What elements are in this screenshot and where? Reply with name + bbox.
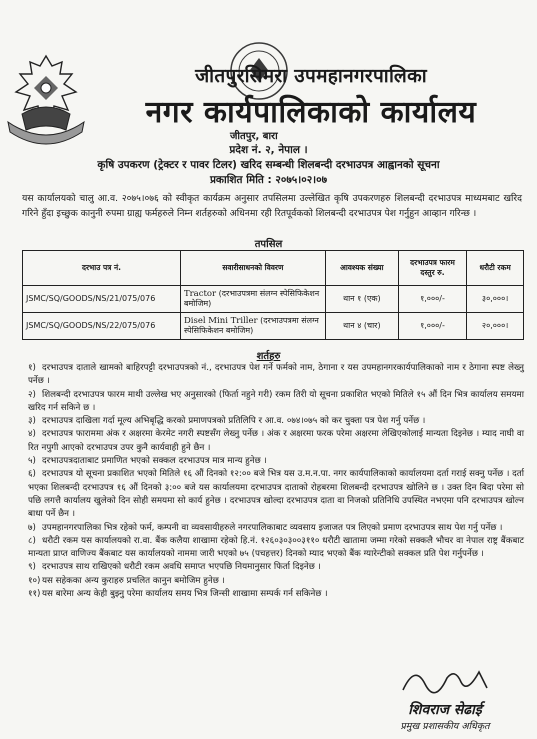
table-title: तपसिल <box>254 239 283 250</box>
deposit-amount: ३०,०००। <box>467 286 524 313</box>
term-text: धरौटी रकम यस कार्यालयको रा.वा. बैंक कलैया शाखामा रहेको हि.नं. १२६०३०३००३११० धरौटी खातामा जम्मा गरेको सक्कलै भौचर वा नेपाल राष्ट्र बैंकबाट मान्यता प्राप्त वाणिज्य बैंकबाट यस कार्यालयको नाममा जारी भएको ७५ (पचहत्तर) दिनको म्याद भएको बैंक ग्यारेन्टीको सक्कल प्रति पेश गर्नुपर्नेछ । <box>28 535 524 560</box>
term-number: १०) <box>28 575 41 586</box>
term-number: ११) <box>28 589 41 600</box>
term-number: १) <box>28 363 36 373</box>
item-spec: (दरभाउपत्रमा संलग्न स्पेसिफिकेशन बमोजिम) <box>183 316 319 335</box>
column-header: धरौटी रकम <box>467 251 524 286</box>
office-name: नगर कार्यपालिकाको कार्यालय <box>145 95 477 130</box>
item-spec: (दरभाउपत्रमा संलग्न स्पेसिफिकेशन बमोजिम) <box>183 289 320 308</box>
list-item <box>28 561 524 574</box>
intro-paragraph: यस कार्यालयको चालु आ.व. २०७५।०७६ को स्वीकृत कार्यक्रम अनुसार तपसिलमा उल्लेखित कृषि उपकरणहरु शिलबन्दी दरभाउपत्र माध्यमबाट खरिद गरिने हुँदा इच्छुक कानुनी रुपमा ग्राह्य फर्महरुले निम्न शर्तहरुको अधिनमा रही रितपूर्वकको शिलबन्दी दरभाउपत्र पेश गर्नुहुन आव्हान गरिन्छ । <box>22 193 522 219</box>
item-description <box>180 313 325 340</box>
item-quantity: थान ४ (चार) <box>325 313 398 340</box>
signature-icon <box>395 660 495 700</box>
terms-list <box>28 362 524 601</box>
column-header: सवारीसाधनको विवरण <box>180 251 325 286</box>
term-text: दरभाउपत्र साथ राखिएको धरौटी रकम अवधि समाप्त भएपछि नियमानुसार फिर्ता दिइनेछ । <box>42 562 321 573</box>
list-item <box>28 468 524 521</box>
deposit-amount: २०,०००। <box>467 313 524 340</box>
form-fee: १,०००/- <box>398 286 466 313</box>
term-text: दरभाउपत्र यो सूचना प्रकाशित भएको मितिले १६ औं दिनको १२:०० बजे भित्र यस उ.म.न.पा. नगर कार्यपालिकाको कार्यालयमा दर्ता गराई सक्नु पर्नेछ । दर्ता भएका शिलबन्दी दरभाउपत्र १६ औं दिनको ३:०० बजे यस कार्यालयमा दरभाउपत्र दाताको रोहबरमा शिलबन्दी दरभाउपत्र खोलिने छ । उक्त दिन बिदा परेमा सो पछि लगत्तै कार्यालय खुलेको दिन सोही समयमा सो कार्य हुनेछ । दरभाउपत्र खोल्दा दरभाउपत्र दाता वा निजको प्रतिनिधि उपस्थित नभएमा पनि दरभाउपत्र खोल्न बाधा पर्ने छैन । <box>28 469 524 520</box>
list-item <box>28 522 524 535</box>
term-number: ५) <box>28 456 36 467</box>
list-item <box>28 415 524 428</box>
term-number: ७) <box>28 522 36 533</box>
nepal-emblem-icon <box>2 52 90 150</box>
list-item <box>28 362 524 389</box>
form-fee: १,०००/- <box>398 313 466 340</box>
term-number: ९) <box>28 562 36 573</box>
list-item <box>28 575 524 588</box>
term-number: ८) <box>28 535 36 546</box>
item-name: Disel Mini Triller <box>183 316 258 326</box>
term-number: ३) <box>28 416 36 427</box>
municipality-name: जीतपुरसिमरा उपमहानगरपालिका <box>195 65 427 87</box>
list-item <box>28 588 524 601</box>
item-name: Tractor <box>183 289 217 299</box>
term-number: ४) <box>28 429 36 440</box>
term-text: यस सहेकका अन्य कुराहरु प्रचलित कानुन बमोजिम हुनेछ । <box>42 575 225 586</box>
publish-date: प्रकाशित मिति : २०७५।०२।०७ <box>209 174 328 186</box>
signature-block <box>370 660 520 732</box>
tender-id: JSMC/SQ/GOODS/NS/22/075/076 <box>23 313 181 340</box>
list-item <box>28 389 524 416</box>
list-item <box>28 455 524 468</box>
term-text: उपमहानगरपालिका भित्र रहेको फर्म, कम्पनी वा व्यवसायीहरुले नगरपालिकाबाट व्यवसाय इजाजत पत्र लिएको प्रमाण दरभाउपत्र साथ पेश गर्नु पर्नेछ । <box>42 522 503 533</box>
term-number: २) <box>28 389 36 400</box>
list-item <box>28 535 524 562</box>
item-description <box>180 286 325 313</box>
province: प्रदेश नं. २, नेपाल । <box>229 144 308 156</box>
column-header: आवश्यक संख्या <box>325 251 398 286</box>
table-row <box>23 286 524 313</box>
column-header: दरभाउ पत्र नं. <box>23 251 181 286</box>
column-header: दरभाउपत्र फारम दस्तुर रु. <box>398 251 466 286</box>
term-text: दरभाउपत्रदाताबाट प्रमाणित भएको सक्कल दरभाउपत्र मात्र मान्य हुनेछ । <box>42 456 267 467</box>
term-text: शिलबन्दी दरभाउपत्र फारम माथी उल्लेख भए अनुसारको (फिर्ता नहुने गरी) रकम तिरी यो सूचना प्रकाशित भएको मितिले १५ औं दिन भित्र कार्यालय समयमा खरिद गर्न सकिने छ । <box>28 389 524 413</box>
office-address: जीतपुर, बारा <box>230 131 278 142</box>
tender-table <box>22 250 524 340</box>
tender-id: JSMC/SQ/GOODS/NS/21/075/076 <box>23 286 181 313</box>
notice-title: कृषि उपकरण (ट्रेक्टर र पावर टिलर) खरिद सम्बन्धी शिलबन्दी दरभाउपत्र आह्वानको सूचना <box>97 159 440 171</box>
term-text: दरभाउपत्र दाताले खामको बाहिरपट्टी दरभाउपत्रको नं., दरभाउपत्र पेश गर्ने फर्मको नाम, ठेगाना र यस उपमहानगरकार्यपालिकाको नाम र ठेगाना स्पष्ट लेख्नु पर्नेछ । <box>28 363 524 387</box>
term-text: यस बारेमा अन्य केही बुझ्नु परेमा कार्यालय समय भित्र जिन्सी शाखामा सम्पर्क गर्न सकिनेछ । <box>42 589 328 600</box>
signatory-name: शिवराज सेढाई <box>408 702 482 718</box>
term-number: ६) <box>28 469 36 480</box>
signatory-title: प्रमुख प्रशासकीय अधिकृत <box>400 721 490 732</box>
term-text: दरभाउपत्र फाराममा अंक र अक्षरमा केरमेट नगरी स्पष्टसँग लेख्नु पर्नेछ । अंक र अक्षरमा फरक परेमा अक्षरमा लेखिएकोलाई मान्यता दिइनेछ । म्याद नाघी वा रित नपुगी आएको दरभाउपत्र उपर कुनै कार्यवाही हुने छैन । <box>28 429 524 453</box>
term-text: दरभाउपत्र दाखिला गर्दा मूल्य अभिबृद्धि करको प्रमाणपत्रको प्रतिलिपि र आ.व. ०७४।०७५ को कर चुक्ता पत्र पेश गर्नु पर्नेछ । <box>42 416 426 427</box>
table-row <box>23 313 524 340</box>
table-header-row <box>23 251 524 286</box>
list-item <box>28 428 524 455</box>
item-quantity: थान १ (एक) <box>325 286 398 313</box>
terms-title: शर्तहरु <box>256 351 281 362</box>
